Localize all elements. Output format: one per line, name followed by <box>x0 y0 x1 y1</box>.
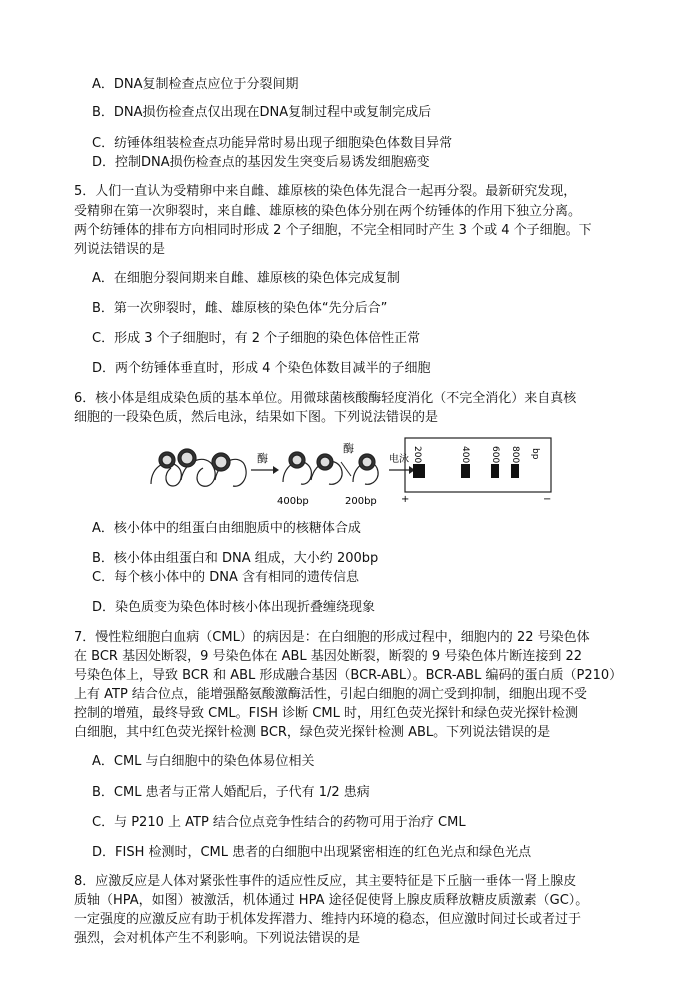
electrophoresis-label: 电泳 <box>389 454 409 465</box>
q7-stem-line-2: 在 BCR 基因处断裂，9 号染色体在 ABL 基因处断裂，断裂的 9 号染色体片断连接到 22 <box>74 649 582 664</box>
q5-stem-line-1: 5．人们一直认为受精卵中来自雌、雄原核的染色体先混合一起再分裂。最新研究发现， <box>74 184 577 199</box>
q7-option-a: A．CML 与白细胞中的染色体易位相关 <box>92 754 315 769</box>
q7-stem-line-5: 控制的增殖，最终导致 CML。FISH 诊断 CML 时，用红色荧光探针和绿色荧光探针检测 <box>74 706 578 721</box>
q6-option-c: C．每个核小体中的 DNA 含有相同的遗传信息 <box>92 570 359 585</box>
q7-stem-line-6: 白细胞，其中红色荧光探针检测 BCR，绿色荧光探针检测 ABL。下列说法错误的是 <box>74 725 551 740</box>
q7-stem-line-3: 号染色体上，导致 BCR 和 ABL 形成融合基因（BCR-ABL）。BCR-ABL 编码的蛋白质（P210） <box>74 668 623 683</box>
ladder-400: 400 <box>460 446 470 464</box>
q7-stem-line-4: 上有 ATP 结合位点，能增强酪氨酸激酶活性，引起白细胞的凋亡受到抑制，细胞出现不受 <box>74 687 587 702</box>
q4-option-d: D．控制DNA损伤检查点的基因发生突变后易诱发细胞癌变 <box>92 155 430 170</box>
gel-plus-sign: + <box>401 494 410 505</box>
q7-option-b: B．CML 患者与正常人婚配后，子代有 1/2 患病 <box>92 785 370 800</box>
enzyme-label-1: 酶 <box>257 452 268 465</box>
q7-option-d: D．FISH 检测时，CML 患者的白细胞中出现紧密相连的红色光点和绿色光点 <box>92 845 532 860</box>
q7-stem-line-1: 7．慢性粒细胞白血病（CML）的病因是：在白细胞的形成过程中，细胞内的 22 号染色体 <box>74 630 590 645</box>
q4-option-b: B．DNA损伤检查点仅出现在DNA复制过程中或复制完成后 <box>92 105 432 120</box>
band-800 <box>511 464 519 478</box>
nucleosome-digestion-figure <box>145 436 555 506</box>
ladder-200: 200 <box>412 446 422 464</box>
q5-stem-line-2: 受精卵在第一次卵裂时，来自雌、雄原核的染色体分别在两个纺锤体的作用下独立分离。 <box>74 204 582 219</box>
nucleosome-chain-1 <box>151 449 246 486</box>
q6-stem-line-2: 细胞的一段染色质，然后电泳，结果如下图。下列说法错误的是 <box>74 410 439 425</box>
q8-stem-line-3: 一定强度的应激反应有助于机体发挥潜力、维持内环境的稳态，但应激时间过长或者过于 <box>74 912 582 927</box>
fragment-400-label: 400bp <box>277 496 309 506</box>
q6-option-b: B．核小体由组蛋白和 DNA 组成，大小约 200bp <box>92 551 379 566</box>
fragment-200-label: 200bp <box>345 496 377 506</box>
q7-option-c: C．与 P210 上 ATP 结合位点竞争性结合的药物可用于治疗 CML <box>92 815 466 830</box>
q5-option-c: C．形成 3 个子细胞时，有 2 个子细胞的染色体倍性正常 <box>92 331 421 346</box>
q4-option-a: A．DNA复制检查点应位于分裂间期 <box>92 77 299 92</box>
band-600 <box>491 464 499 478</box>
ladder-800: 800 <box>510 446 520 464</box>
ladder-600: 600 <box>490 446 500 464</box>
q4-option-c: C．纺锤体组装检查点功能异常时易出现子细胞染色体数目异常 <box>92 136 453 151</box>
q6-stem-line-1: 6．核小体是组成染色质的基本单位。用微球菌核酸酶轻度消化（不完全消化）来自真核 <box>74 391 577 406</box>
nucleosome-chain-2 <box>283 452 342 484</box>
q6-option-a: A．核小体中的组蛋白由细胞质中的核糖体合成 <box>92 521 361 536</box>
q5-option-d: D．两个纺锤体垂直时，形成 4 个染色体数目减半的子细胞 <box>92 361 431 376</box>
q5-stem-line-4: 列说法错误的是 <box>74 242 166 257</box>
q8-stem-line-1: 8．应激反应是人体对紧张性事件的适应性反应，其主要特征是下丘脑一垂体一肾上腺皮 <box>74 874 577 889</box>
enzyme-label-2: 酶 <box>343 442 354 455</box>
gel-box <box>405 438 551 492</box>
q5-stem-line-3: 两个纺锤体的排布方向相同时形成 2 个子细胞，不完全相同时产生 3 个或 4 个子细胞。下 <box>74 223 592 238</box>
band-400 <box>461 464 470 478</box>
band-200 <box>413 464 425 478</box>
q5-option-a: A．在细胞分裂间期来自雌、雄原核的染色体完成复制 <box>92 271 400 286</box>
nucleosome-single <box>353 454 378 484</box>
q8-stem-line-2: 质轴（HPA，如图）被激活，机体通过 HPA 途径促使肾上腺皮质释放糖皮质激素（GC）。 <box>74 893 589 908</box>
ladder-unit: bp <box>530 448 540 460</box>
gel-minus-sign: − <box>543 494 552 505</box>
q8-stem-line-4: 强烈，会对机体产生不利影响。下列说法错误的是 <box>74 931 361 946</box>
q5-option-b: B．第一次卵裂时，雌、雄原核的染色体“先分后合” <box>92 301 388 316</box>
q6-option-d: D．染色质变为染色体时核小体出现折叠缠绕现象 <box>92 600 376 615</box>
figure-svg <box>145 436 555 506</box>
